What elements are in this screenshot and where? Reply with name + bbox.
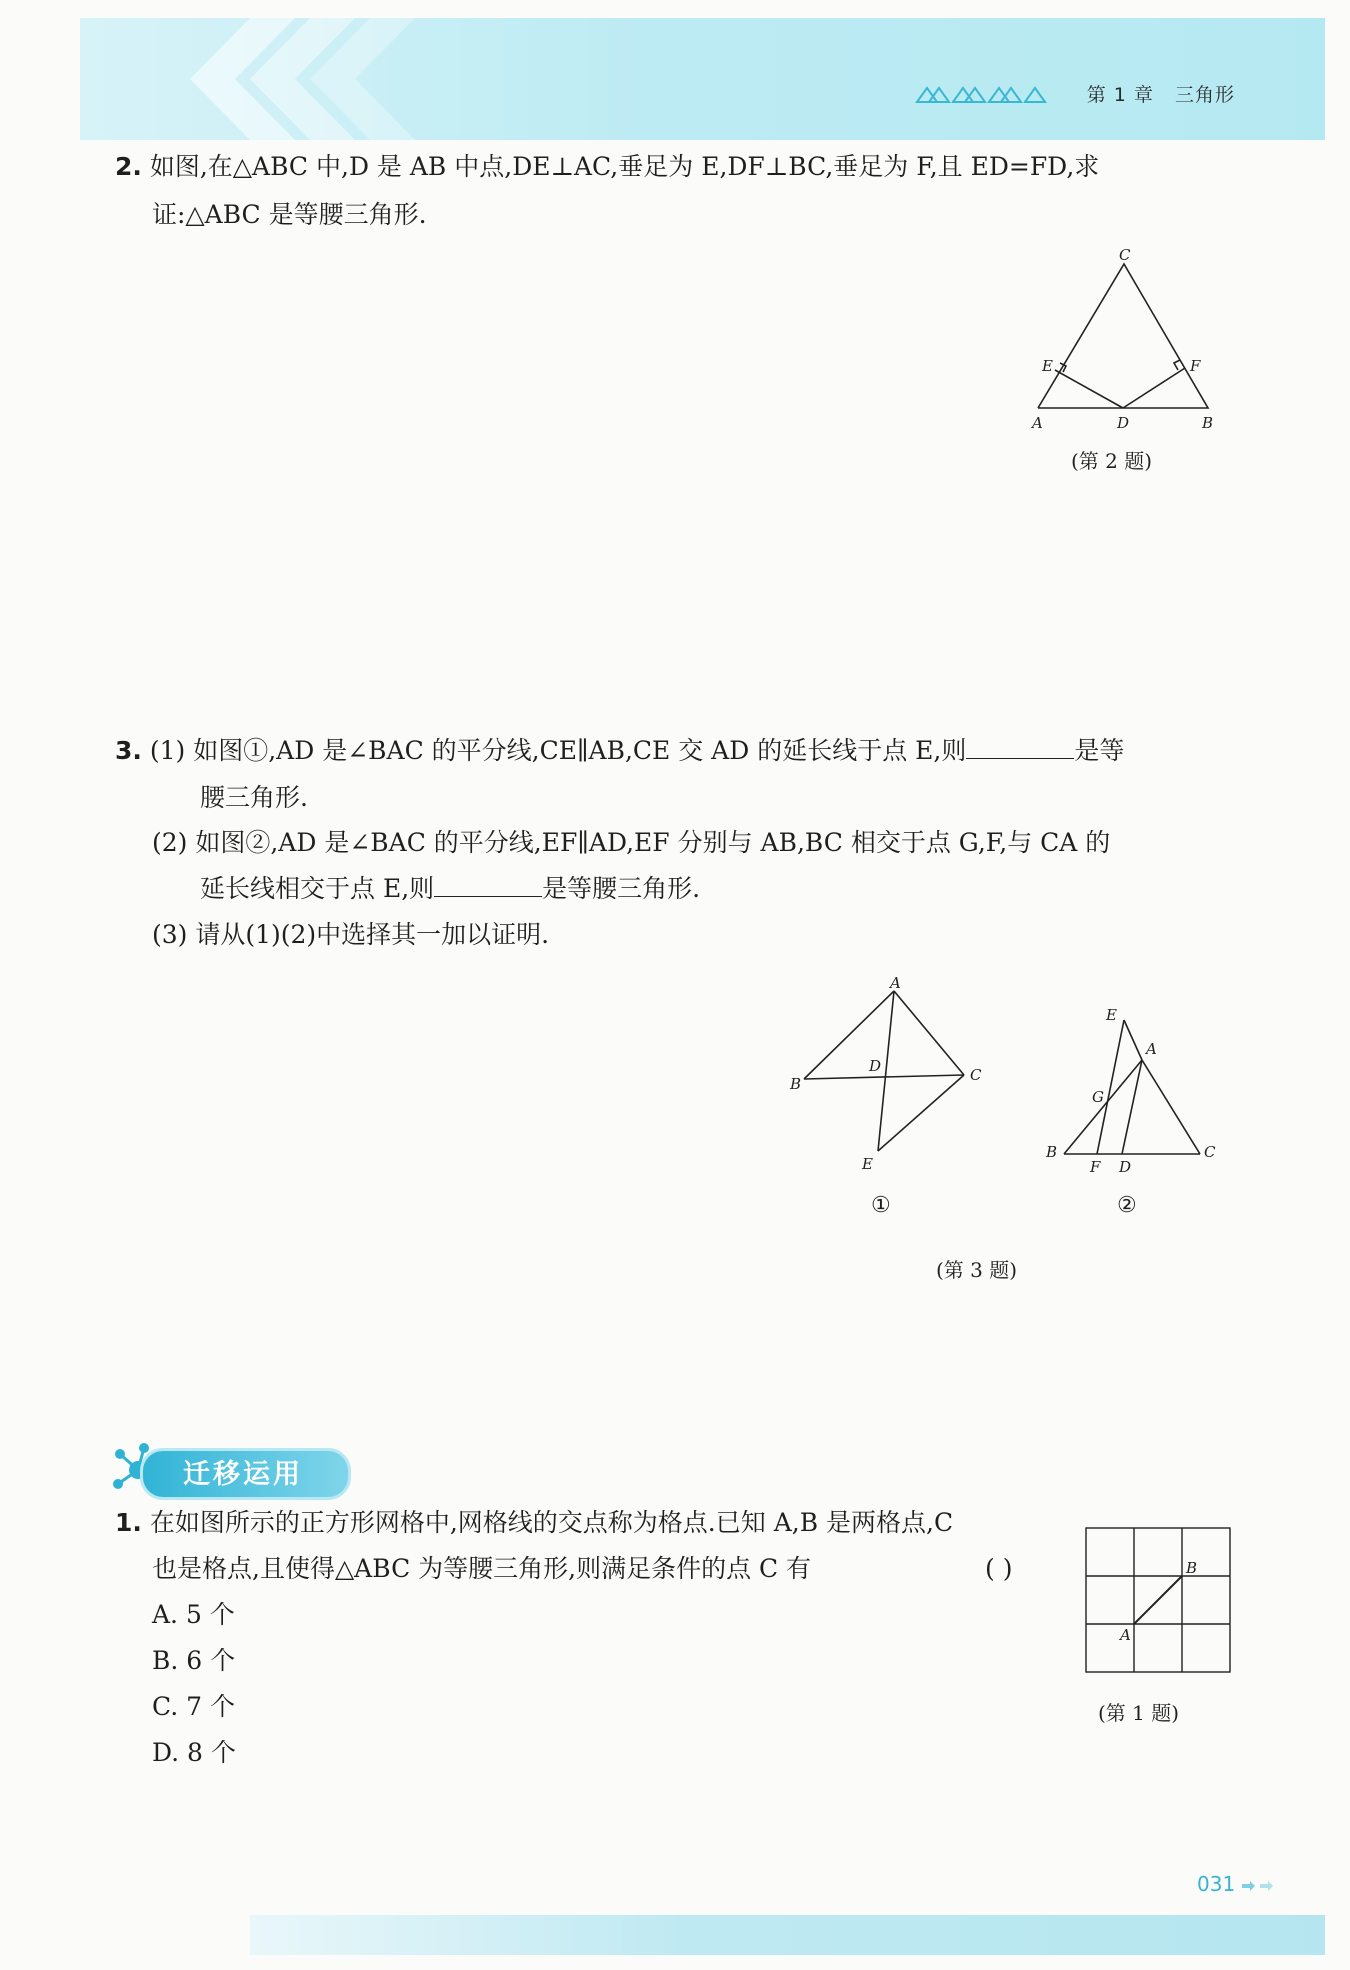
q3f1-label-a: A (890, 975, 901, 992)
q2-figure (1020, 242, 1230, 434)
q3f2-label-e: E (1106, 1006, 1117, 1024)
chapter-title: 三角形 (1174, 84, 1235, 106)
q3-figure-2 (1040, 1000, 1220, 1180)
page-number: 031 (1197, 1872, 1236, 1896)
q3f1-label-d: D (869, 1057, 882, 1075)
q3f2-label-b: B (1046, 1143, 1058, 1161)
q3f2-label-g: G (1092, 1088, 1104, 1106)
m1-option-c[interactable]: C. 7 个 (152, 1692, 235, 1721)
q2-label-d: D (1117, 414, 1130, 432)
q3-figure-1 (780, 975, 1000, 1175)
q3-line1 (115, 728, 1124, 774)
q3-p1-text-end: 是等 (1074, 736, 1125, 765)
q2-label-a: A (1032, 414, 1043, 432)
m1-line1 (115, 1500, 953, 1546)
m1-text-line2: 也是格点,且使得△ABC 为等腰三角形,则满足条件的点 C 有 (152, 1554, 812, 1583)
arrow-decoration-icon (1242, 1880, 1282, 1892)
q2-caption: (第 2 题) (1071, 449, 1153, 473)
q3-p2-line1: (2) 如图②,AD 是∠BAC 的平分线,EF∥AD,EF 分别与 AB,BC 相交于点 G,F,与 CA 的 (152, 828, 1111, 857)
footer-band (250, 1915, 1325, 1955)
q3-p2-line2 (200, 866, 700, 912)
q2-text-line1: 如图,在△ABC 中,D 是 AB 中点,DE⊥AC,垂足为 E,DF⊥BC,垂足为 F,且 ED=FD,求 (149, 152, 1100, 181)
q3-p2-text: 延长线相交于点 E,则 (200, 874, 435, 903)
q3-caption: (第 3 题) (936, 1258, 1018, 1282)
q3f2-label-f: F (1090, 1158, 1101, 1176)
q3f1-label-e: E (862, 1155, 873, 1173)
header-band (80, 18, 1325, 140)
m1-grid-label-a: A (1120, 1626, 1131, 1644)
q3f2-label-a: A (1146, 1040, 1157, 1058)
m1-option-b[interactable]: B. 6 个 (152, 1646, 236, 1675)
section-title: 迁移运用 (183, 1459, 303, 1490)
q3f1-label-c: C (970, 1066, 982, 1084)
m1-grid-figure (1080, 1522, 1232, 1674)
q3f1-label-b: B (790, 1075, 802, 1093)
q2-label-c: C (1119, 246, 1131, 264)
m1-option-d[interactable]: D. 8 个 (152, 1738, 236, 1767)
m1-option-a[interactable]: A. 5 个 (152, 1600, 235, 1629)
m1-grid-label-b: B (1186, 1559, 1198, 1577)
triangles-decoration-icon (915, 84, 1055, 104)
q2-label-e: E (1042, 357, 1053, 375)
q3-figure-2-label: ② (1117, 1193, 1137, 1218)
m1-caption: (第 1 题) (1098, 1701, 1180, 1725)
m1-number: 1. (115, 1508, 142, 1537)
q3-figure-1-label: ① (871, 1193, 891, 1218)
q3-p1-text: (1) 如图①,AD 是∠BAC 的平分线,CE∥AB,CE 交 AD 的延长线于点 E,则 (149, 736, 967, 765)
q3-p1-line2: 腰三角形. (200, 783, 308, 812)
q2-number: 2. (115, 152, 142, 181)
q2-label-b: B (1202, 414, 1214, 432)
chapter-number: 第 1 章 (1086, 84, 1154, 106)
m1-text-line1: 在如图所示的正方形网格中,网格线的交点称为格点.已知 A,B 是两格点,C (149, 1508, 954, 1537)
q3-p2-answer-blank[interactable] (434, 866, 542, 897)
q3f2-label-c: C (1204, 1143, 1216, 1161)
chevron-decoration-icon (80, 18, 500, 140)
q2-label-f: F (1190, 357, 1201, 375)
m1-answer-paren[interactable]: ( ) (985, 1554, 1013, 1583)
q3-number: 3. (115, 736, 142, 765)
q2-line1 (115, 144, 1099, 190)
q3-p1-answer-blank[interactable] (966, 728, 1074, 759)
chapter-heading (1087, 80, 1235, 107)
q3-p2-text-end: 是等腰三角形. (542, 874, 701, 903)
q3f2-label-d: D (1119, 1158, 1132, 1176)
q3-p3: (3) 请从(1)(2)中选择其一加以证明. (152, 920, 550, 949)
q2-text-line2: 证:△ABC 是等腰三角形. (152, 200, 427, 229)
